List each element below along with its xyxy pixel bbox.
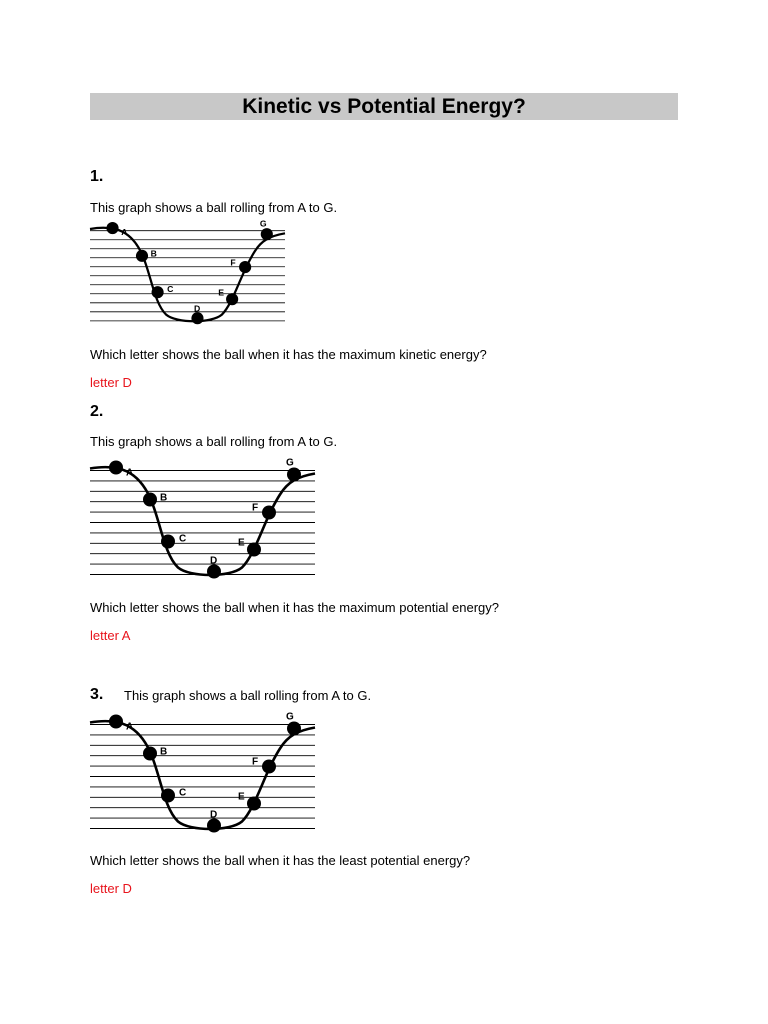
question-1-answer: letter D (90, 375, 132, 390)
ball-c (161, 789, 175, 803)
question-1-intro: This graph shows a ball rolling from A to G. (90, 200, 338, 215)
ball-label-e: E (218, 287, 225, 298)
ball-label-g: G (286, 711, 294, 723)
ball-label-a: A (121, 227, 128, 238)
question-2-text: Which letter shows the ball when it has the maximum potential energy? (90, 600, 499, 615)
ball-e (226, 293, 238, 305)
ball-label-c: C (179, 787, 187, 799)
ball-d (207, 819, 221, 833)
ball-label-d: D (210, 555, 218, 567)
ball-b (143, 493, 157, 507)
ball-a (109, 461, 123, 475)
ball-label-b: B (160, 492, 168, 504)
ball-label-g: G (259, 218, 267, 229)
question-2-graph (90, 452, 315, 582)
ball-e (247, 797, 261, 811)
question-2-answer: letter A (90, 628, 131, 643)
ball-a (106, 222, 118, 234)
track-curve (90, 721, 315, 829)
ball-label-d: D (210, 809, 218, 821)
question-3-answer: letter D (90, 881, 132, 896)
ball-f (239, 261, 251, 273)
question-1-number: 1. (90, 168, 104, 185)
ball-f (262, 760, 276, 774)
ball-g (261, 228, 273, 240)
question-2-number: 2. (90, 403, 104, 420)
ball-f (262, 506, 276, 520)
ball-b (136, 250, 148, 262)
question-2-intro: This graph shows a ball rolling from A to G. (90, 434, 338, 449)
ball-d (191, 312, 203, 324)
question-3-text: Which letter shows the ball when it has the least potential energy? (90, 853, 471, 868)
ball-label-e: E (238, 791, 245, 803)
question-3-graph (90, 706, 315, 836)
ball-g (287, 468, 301, 482)
ball-label-c: C (167, 284, 174, 295)
page-title: Kinetic vs Potential Energy? (90, 93, 678, 120)
ball-label-b: B (160, 746, 168, 758)
question-3-number: 3. (90, 686, 104, 703)
ball-label-a: A (126, 721, 134, 733)
ball-g (287, 722, 301, 736)
ball-c (161, 535, 175, 549)
ball-label-g: G (286, 457, 294, 469)
ball-label-d: D (194, 303, 201, 314)
question-1-text: Which letter shows the ball when it has the maximum kinetic energy? (90, 347, 487, 362)
ball-e (247, 543, 261, 557)
ball-label-f: F (230, 257, 236, 268)
question-3-intro: This graph shows a ball rolling from A to G. (124, 688, 372, 703)
ball-b (143, 747, 157, 761)
ball-label-b: B (150, 248, 157, 259)
ball-label-f: F (252, 502, 259, 514)
ball-a (109, 715, 123, 729)
ball-d (207, 565, 221, 579)
ball-label-f: F (252, 756, 259, 768)
track-curve (90, 228, 285, 322)
track-curve (90, 467, 315, 575)
ball-label-c: C (179, 533, 187, 545)
ball-c (152, 286, 164, 298)
ball-label-a: A (126, 467, 134, 479)
question-1-graph (90, 216, 285, 326)
ball-label-e: E (238, 537, 245, 549)
